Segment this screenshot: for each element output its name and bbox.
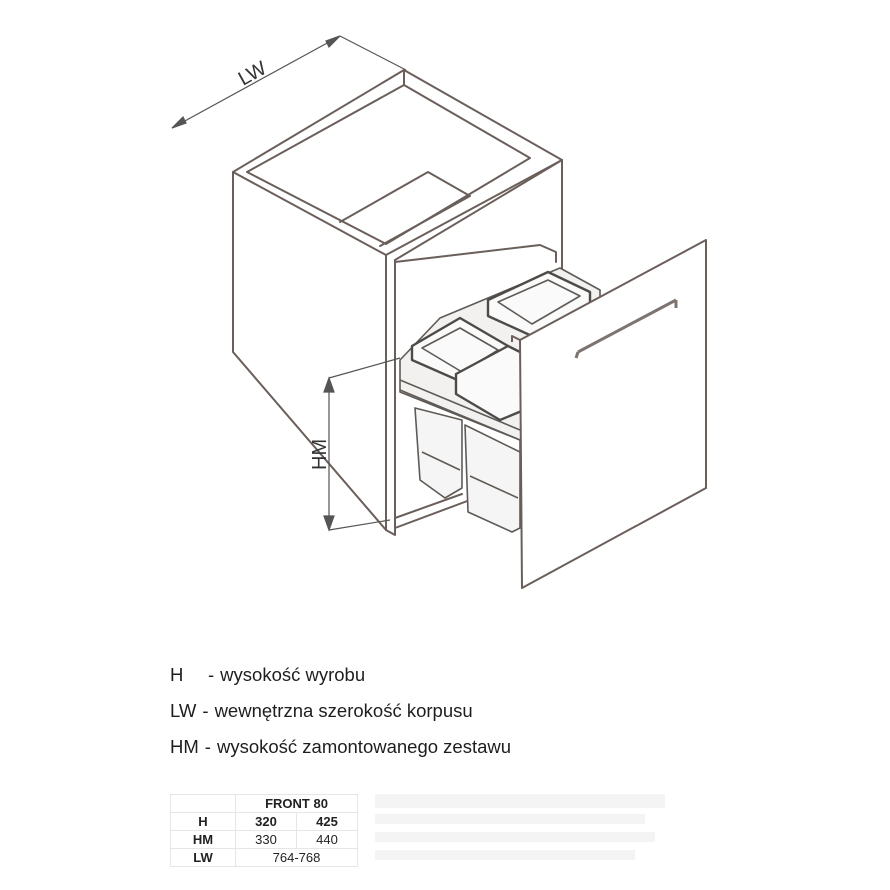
spec-cell: 764-768 (236, 849, 358, 867)
spec-header: FRONT 80 (236, 795, 358, 813)
lw-extension-right (340, 36, 406, 70)
lw-arrow-left (172, 117, 186, 128)
legend-text: wysokość zamontowanego zestawu (216, 736, 512, 757)
hm-arrow-bottom (324, 516, 334, 530)
cabinet-rail (395, 245, 556, 262)
legend-row-hm (170, 734, 511, 770)
faded-block (375, 814, 645, 824)
faded-watermark-area (375, 790, 675, 870)
spec-corner-cell (171, 795, 236, 813)
bin-body-left (415, 408, 462, 498)
spec-cell: 425 (297, 813, 358, 831)
hm-dimension-label: HM (309, 438, 331, 470)
legend-key: HM (170, 736, 199, 757)
legend-dash: - (204, 736, 211, 757)
cabinet-base-rail (395, 494, 470, 528)
cabinet-inner-shelf (340, 172, 470, 246)
cabinet-side-panel (233, 172, 386, 530)
legend-row-h (170, 662, 511, 698)
bin-body-right (465, 425, 520, 532)
lw-dimension-label: LW (234, 57, 271, 91)
spec-cell: 320 (236, 813, 297, 831)
spec-table (170, 794, 358, 867)
spec-row-label: LW (171, 849, 236, 867)
faded-block (375, 832, 655, 842)
spec-cell: 440 (297, 831, 358, 849)
faded-block (375, 794, 665, 808)
legend (170, 662, 511, 770)
faded-block (375, 850, 635, 860)
legend-key: H (170, 664, 184, 685)
legend-row-lw (170, 698, 511, 734)
spec-row-h (171, 813, 358, 831)
legend-text: wewnętrzna szerokość korpusu (214, 700, 473, 721)
spec-row-hm (171, 831, 358, 849)
lw-arrow-right (326, 36, 340, 47)
legend-text: wysokość wyrobu (220, 664, 366, 685)
spec-header-row (171, 795, 358, 813)
spec-row-label: HM (171, 831, 236, 849)
legend-dash: - (208, 664, 215, 685)
legend-dash: - (202, 700, 209, 721)
spec-row-label: H (171, 813, 236, 831)
spec-cell: 330 (236, 831, 297, 849)
drawer-handle-post-left (576, 352, 578, 358)
spec-row-lw (171, 849, 358, 867)
legend-key: LW (170, 700, 197, 721)
